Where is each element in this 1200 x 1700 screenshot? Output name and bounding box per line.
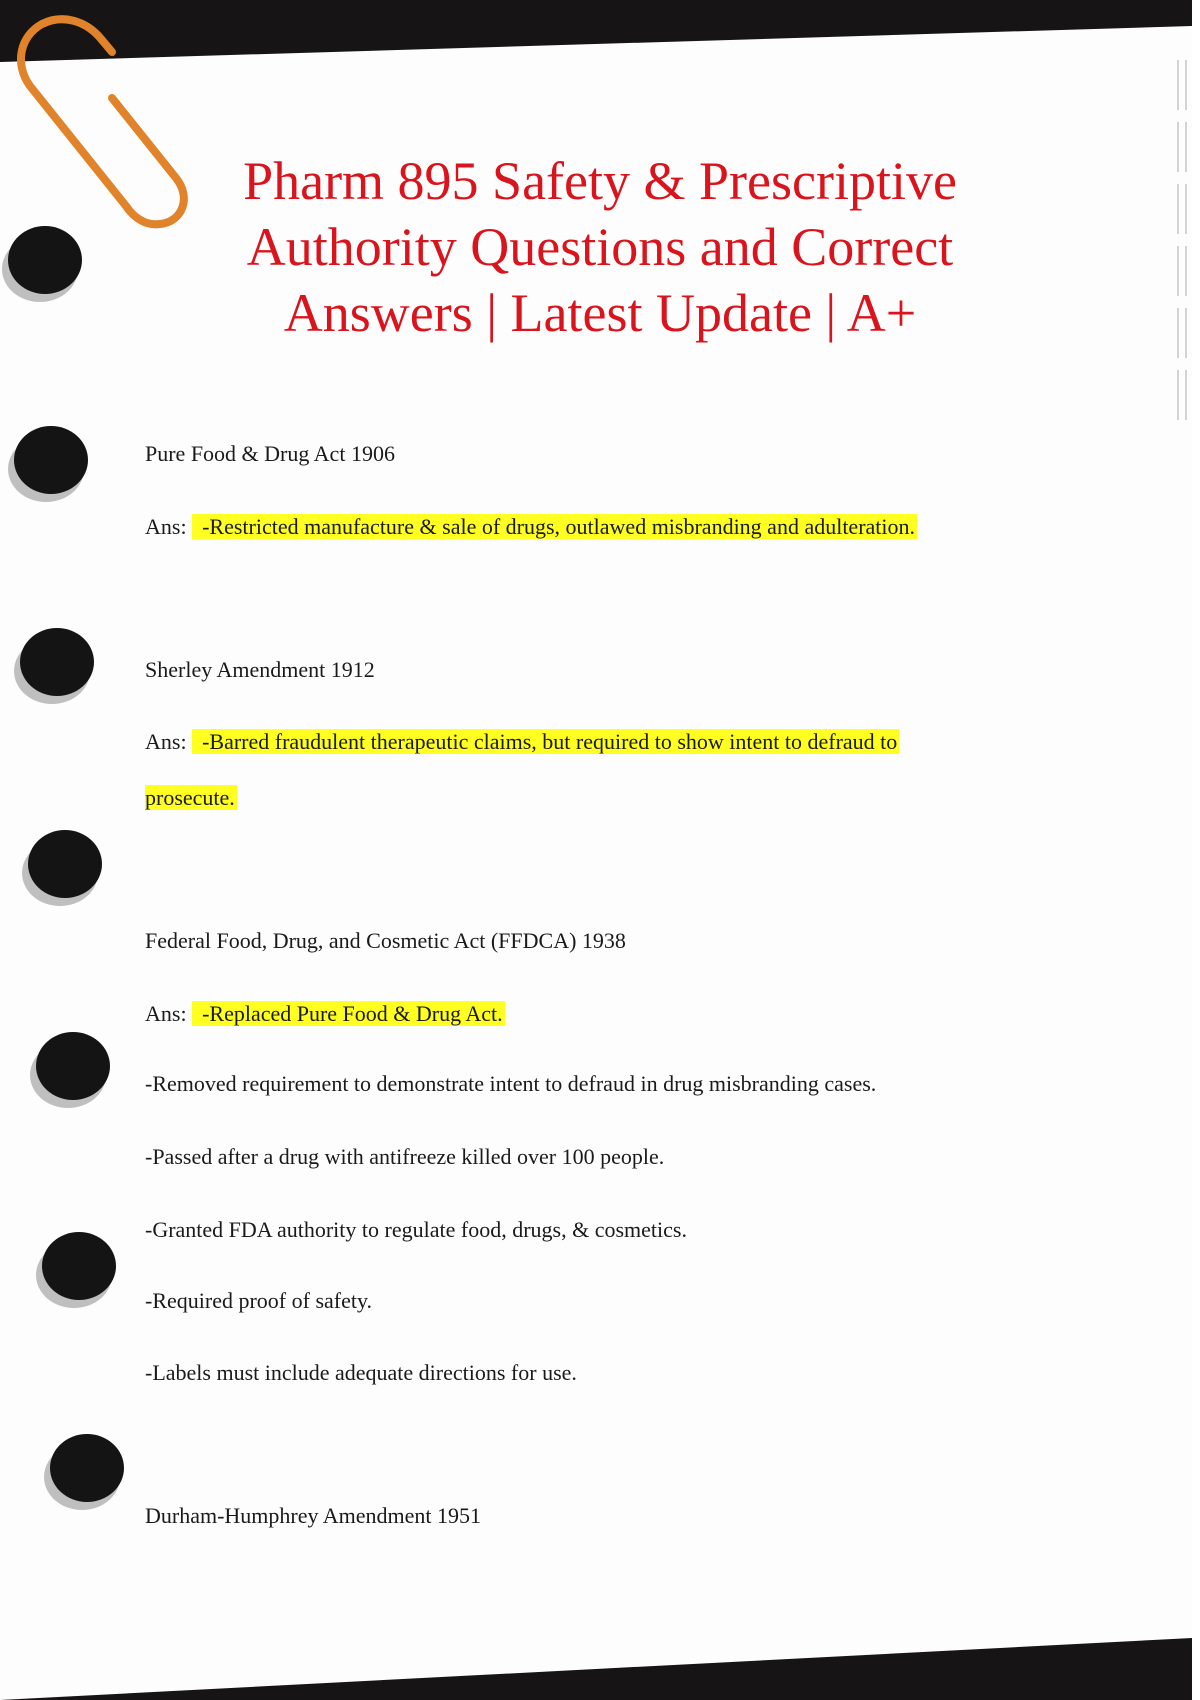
document-title bbox=[190, 148, 1010, 346]
binder-hole-icon bbox=[8, 426, 88, 498]
answer-detail: -Required proof of safety. bbox=[145, 1288, 373, 1313]
question-term: Pure Food & Drug Act 1906 bbox=[145, 441, 395, 466]
paperclip-icon bbox=[0, 0, 210, 240]
ans-label: Ans: bbox=[145, 1001, 187, 1026]
answer-continuation bbox=[145, 782, 237, 814]
question-term: Federal Food, Drug, and Cosmetic Act (FFDCA) 1938 bbox=[145, 928, 626, 953]
binder-hole-icon bbox=[36, 1232, 116, 1304]
answer-line bbox=[145, 998, 505, 1030]
answer-highlight: -Restricted manufacture & sale of drugs, outlawed misbranding and adulteration. bbox=[192, 514, 917, 539]
binder-hole-icon bbox=[2, 226, 82, 298]
ans-label: Ans: bbox=[145, 729, 187, 754]
answer-highlight: prosecute. bbox=[145, 785, 235, 810]
binder-hole-icon bbox=[14, 628, 94, 700]
binder-hole-icon bbox=[30, 1032, 110, 1104]
ans-label: Ans: bbox=[145, 514, 187, 539]
watermark-marks bbox=[1165, 60, 1199, 470]
title-line: Answers | Latest Update | A+ bbox=[283, 283, 917, 343]
question-term: Durham-Humphrey Amendment 1951 bbox=[145, 1503, 482, 1528]
answer-detail: -Granted FDA authority to regulate food, drugs, & cosmetics. bbox=[145, 1217, 687, 1242]
title-line: Authority Questions and Correct bbox=[246, 217, 954, 277]
answer-detail: -Passed after a drug with antifreeze killed over 100 people. bbox=[145, 1144, 665, 1169]
answer-detail: -Removed requirement to demonstrate intent to defraud in drug misbranding cases. bbox=[145, 1071, 877, 1096]
answer-line bbox=[145, 726, 899, 758]
answer-highlight: -Barred fraudulent therapeutic claims, but required to show intent to defraud to bbox=[192, 729, 899, 754]
title-line: Pharm 895 Safety & Prescriptive bbox=[243, 151, 957, 211]
answer-detail: -Labels must include adequate directions for use. bbox=[145, 1360, 577, 1385]
binder-hole-icon bbox=[22, 830, 102, 902]
answer-line bbox=[145, 511, 917, 543]
answer-highlight: -Replaced Pure Food & Drug Act. bbox=[192, 1001, 505, 1026]
question-term: Sherley Amendment 1912 bbox=[145, 657, 375, 682]
binder-hole-icon bbox=[44, 1434, 124, 1506]
